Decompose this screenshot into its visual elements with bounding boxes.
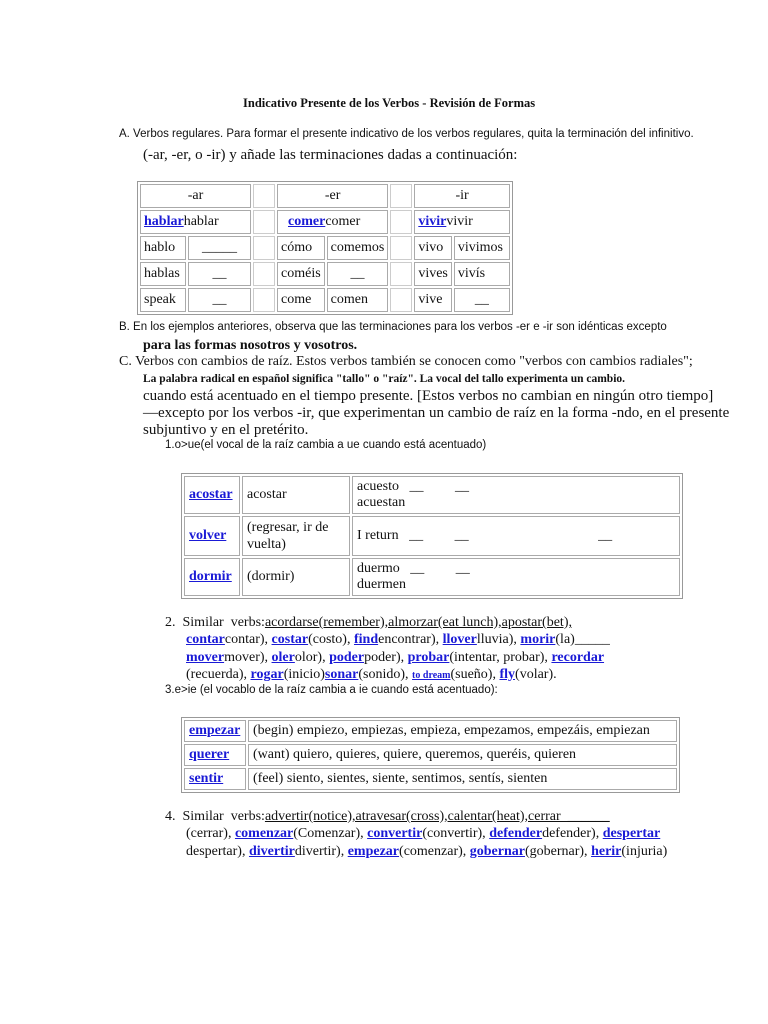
acostar-link[interactable]: acostar xyxy=(189,487,233,502)
ir-form: vivimos xyxy=(454,236,510,260)
spacer xyxy=(253,236,275,260)
poder-link[interactable]: poder xyxy=(329,650,365,665)
ir-form: vivo xyxy=(414,236,452,260)
spacer xyxy=(253,262,275,286)
text: despertar), xyxy=(186,844,249,859)
forms-line: duermen xyxy=(357,577,406,592)
querer-link[interactable]: querer xyxy=(189,747,230,762)
text: mover), xyxy=(224,650,272,665)
spacer xyxy=(390,236,412,260)
section-b-line2: para las formas nosotros y vosotros. xyxy=(143,338,358,353)
rogar-link[interactable]: rogar xyxy=(250,667,284,682)
gobernar-link[interactable]: gobernar xyxy=(469,844,525,859)
forms-cell xyxy=(352,516,680,556)
similar-label: 2. Similar verbs: xyxy=(165,615,265,630)
forms-cell xyxy=(352,558,680,596)
verb-cell xyxy=(184,558,240,596)
ar-form: _____ xyxy=(188,236,251,260)
text: (intentar, probar), xyxy=(449,650,552,665)
spacer xyxy=(390,210,412,234)
similar-line: advertir(notice),atravesar(cross),calentar(heat),cerrar ______ xyxy=(264,809,610,824)
text: (la)_____ xyxy=(555,632,610,647)
er-form: comemos xyxy=(327,236,389,260)
forms-line: empiezo, empiezas, empieza, empezamos, empezáis, empiezan xyxy=(296,723,650,738)
similar-line: acordarse(remember),almorzar(eat lunch),apostar(bet), xyxy=(264,615,572,630)
ar-form: __ xyxy=(188,262,251,286)
verb-cell xyxy=(184,720,246,742)
ir-form: vive xyxy=(414,288,452,312)
forms-line: I return __ __ __ xyxy=(357,528,613,543)
similar-verbs-4 xyxy=(165,809,610,825)
meaning-cell: acostar xyxy=(242,476,350,514)
empezar-link[interactable]: empezar xyxy=(347,844,400,859)
herir-link[interactable]: herir xyxy=(591,844,622,859)
verb-cell xyxy=(184,476,240,514)
ir-infinitive-cell xyxy=(414,210,510,234)
header-er: -er xyxy=(277,184,388,208)
similar-verbs-4-line2 xyxy=(186,826,660,842)
mover-link[interactable]: mover xyxy=(186,650,225,665)
ar-infinitive: hablar xyxy=(183,214,219,229)
text: (cerrar), xyxy=(186,826,235,841)
meaning: (want) xyxy=(253,747,290,762)
defender-link[interactable]: defender xyxy=(489,826,543,841)
ar-form: speak xyxy=(140,288,186,312)
section-a-line1: A. Verbos regulares. Para formar el presente indicativo de los verbos regulares, quita la terminación del infinitivo. xyxy=(119,128,694,140)
similar-verbs-2-line3 xyxy=(186,650,604,666)
section-c-line3: cuando está acentuado en el tiempo presente. [Estos verbos no cambian en ningún otro tiempo] xyxy=(143,388,714,404)
comenzar-link[interactable]: comenzar xyxy=(234,826,294,841)
regular-verbs-table xyxy=(137,181,513,315)
text: (volar). xyxy=(515,667,557,682)
text: (sueño), xyxy=(450,667,500,682)
similar-verbs-2-line2 xyxy=(186,632,610,648)
ar-infinitive-cell xyxy=(140,210,251,234)
verb-cell xyxy=(184,744,246,766)
spacer xyxy=(390,288,412,312)
forms-line: duermo __ __ xyxy=(357,561,470,576)
vivir-link[interactable]: vivir xyxy=(418,214,447,229)
ar-form: __ xyxy=(188,288,251,312)
dormir-link[interactable]: dormir xyxy=(189,569,232,584)
text: defender), xyxy=(542,826,603,841)
forms-line: quiero, quieres, quiere, queremos, queréis, quieren xyxy=(293,747,577,762)
header-ir: -ir xyxy=(414,184,510,208)
sonar-link[interactable]: sonar xyxy=(324,667,359,682)
ir-infinitive: vivir xyxy=(446,214,473,229)
ir-form: vivís xyxy=(454,262,510,286)
spacer xyxy=(390,262,412,286)
er-form: cómo xyxy=(277,236,325,260)
text: divertir), xyxy=(294,844,348,859)
text: (Comenzar), xyxy=(293,826,368,841)
similar-verbs-2 xyxy=(165,615,572,631)
hablar-link[interactable]: hablar xyxy=(144,214,184,229)
section-c-subtitle: 1.o>ue(el vocal de la raíz cambia a ue cuando está acentuado) xyxy=(165,439,487,451)
divertir-link[interactable]: divertir xyxy=(248,844,295,859)
forms-cell xyxy=(248,768,677,790)
page-title: Indicativo Presente de los Verbos - Revisión de Formas xyxy=(243,96,536,110)
o-ue-verbs-table xyxy=(181,473,683,599)
spacer xyxy=(253,210,275,234)
text: (injuria) xyxy=(621,844,668,859)
section-3-heading: 3.e>ie (el vocablo de la raíz cambia a ie cuando está acentuado): xyxy=(165,684,498,696)
forms-line: acuesto __ __ xyxy=(357,479,469,494)
despertar-link[interactable]: despertar xyxy=(602,826,661,841)
section-c-line4: —excepto por los verbos -ir, que experimentan un cambio de raíz en la forma -ndo, en el presente xyxy=(143,405,730,421)
text: (comenzar), xyxy=(399,844,470,859)
find-link[interactable]: find xyxy=(353,632,379,647)
sentir-link[interactable]: sentir xyxy=(189,771,224,786)
text: (convertir), xyxy=(422,826,490,841)
probar-link[interactable]: probar xyxy=(407,650,450,665)
convertir-link[interactable]: convertir xyxy=(367,826,423,841)
text: poder), xyxy=(364,650,408,665)
text: olor), xyxy=(294,650,330,665)
llover-link[interactable]: llover xyxy=(442,632,477,647)
section-c-line5: subjuntivo y en el pretérito. xyxy=(143,422,309,438)
similar-label: 4. Similar verbs: xyxy=(165,809,265,824)
er-infinitive-cell xyxy=(277,210,388,234)
empezar-link[interactable]: empezar xyxy=(189,723,241,738)
text: (costo), xyxy=(308,632,354,647)
spacer xyxy=(253,184,275,208)
contar-link[interactable]: contar xyxy=(186,632,225,647)
section-a-line2: (-ar, -er, o -ir) y añade las terminaciones dadas a continuación: xyxy=(143,147,518,163)
ar-form: hablas xyxy=(140,262,186,286)
er-form: __ xyxy=(327,262,389,286)
verb-cell xyxy=(184,768,246,790)
forms-line: acuestan xyxy=(357,495,406,510)
volver-link[interactable]: volver xyxy=(189,528,227,543)
oler-link[interactable]: oler xyxy=(271,650,295,665)
forms-cell xyxy=(352,476,680,514)
e-ie-verbs-table xyxy=(181,717,680,793)
ir-form: __ xyxy=(454,288,510,312)
to-dream-link[interactable]: to dream xyxy=(412,670,451,681)
header-ar: -ar xyxy=(140,184,251,208)
similar-verbs-2-line4 xyxy=(186,667,557,683)
ar-form: hablo xyxy=(140,236,186,260)
text: (sonido), xyxy=(358,667,413,682)
text: (inicio) xyxy=(283,667,325,682)
text: encontrar), xyxy=(378,632,443,647)
meaning-cell: (dormir) xyxy=(242,558,350,596)
forms-line: siento, sientes, siente, sentimos, sentís, sienten xyxy=(286,771,548,786)
section-c-line1: C. Verbos con cambios de raíz. Estos verbos también se conocen como "verbos con cambios radiales"; xyxy=(119,354,693,369)
er-form: coméis xyxy=(277,262,325,286)
spacer xyxy=(253,288,275,312)
forms-cell xyxy=(248,744,677,766)
section-c-line2: La palabra radical en español significa "tallo" o "raíz". La vocal del tallo experimenta un cambio. xyxy=(143,373,626,385)
morir-link[interactable]: morir xyxy=(520,632,556,647)
costar-link[interactable]: costar xyxy=(271,632,309,647)
section-b-line1: B. En los ejemplos anteriores, observa que las terminaciones para los verbos -er e -ir son idénticas excepto xyxy=(119,321,667,333)
text: (recuerda), xyxy=(186,667,251,682)
verb-cell xyxy=(184,516,240,556)
fly-link[interactable]: fly xyxy=(499,667,516,682)
er-form: comen xyxy=(327,288,389,312)
er-infinitive: comer xyxy=(325,214,361,229)
text: contar), xyxy=(224,632,272,647)
text: (gobernar), xyxy=(524,844,592,859)
spacer xyxy=(390,184,412,208)
comer-link[interactable]: comer xyxy=(288,214,326,229)
similar-verbs-4-line3 xyxy=(186,844,667,860)
meaning: (begin) xyxy=(253,723,294,738)
meaning-cell: (regresar, ir de vuelta) xyxy=(242,516,350,556)
text: lluvia), xyxy=(476,632,521,647)
ir-form: vives xyxy=(414,262,452,286)
recordar-link[interactable]: recordar xyxy=(551,650,605,665)
meaning: (feel) xyxy=(253,771,284,786)
er-form: come xyxy=(277,288,325,312)
forms-cell xyxy=(248,720,677,742)
